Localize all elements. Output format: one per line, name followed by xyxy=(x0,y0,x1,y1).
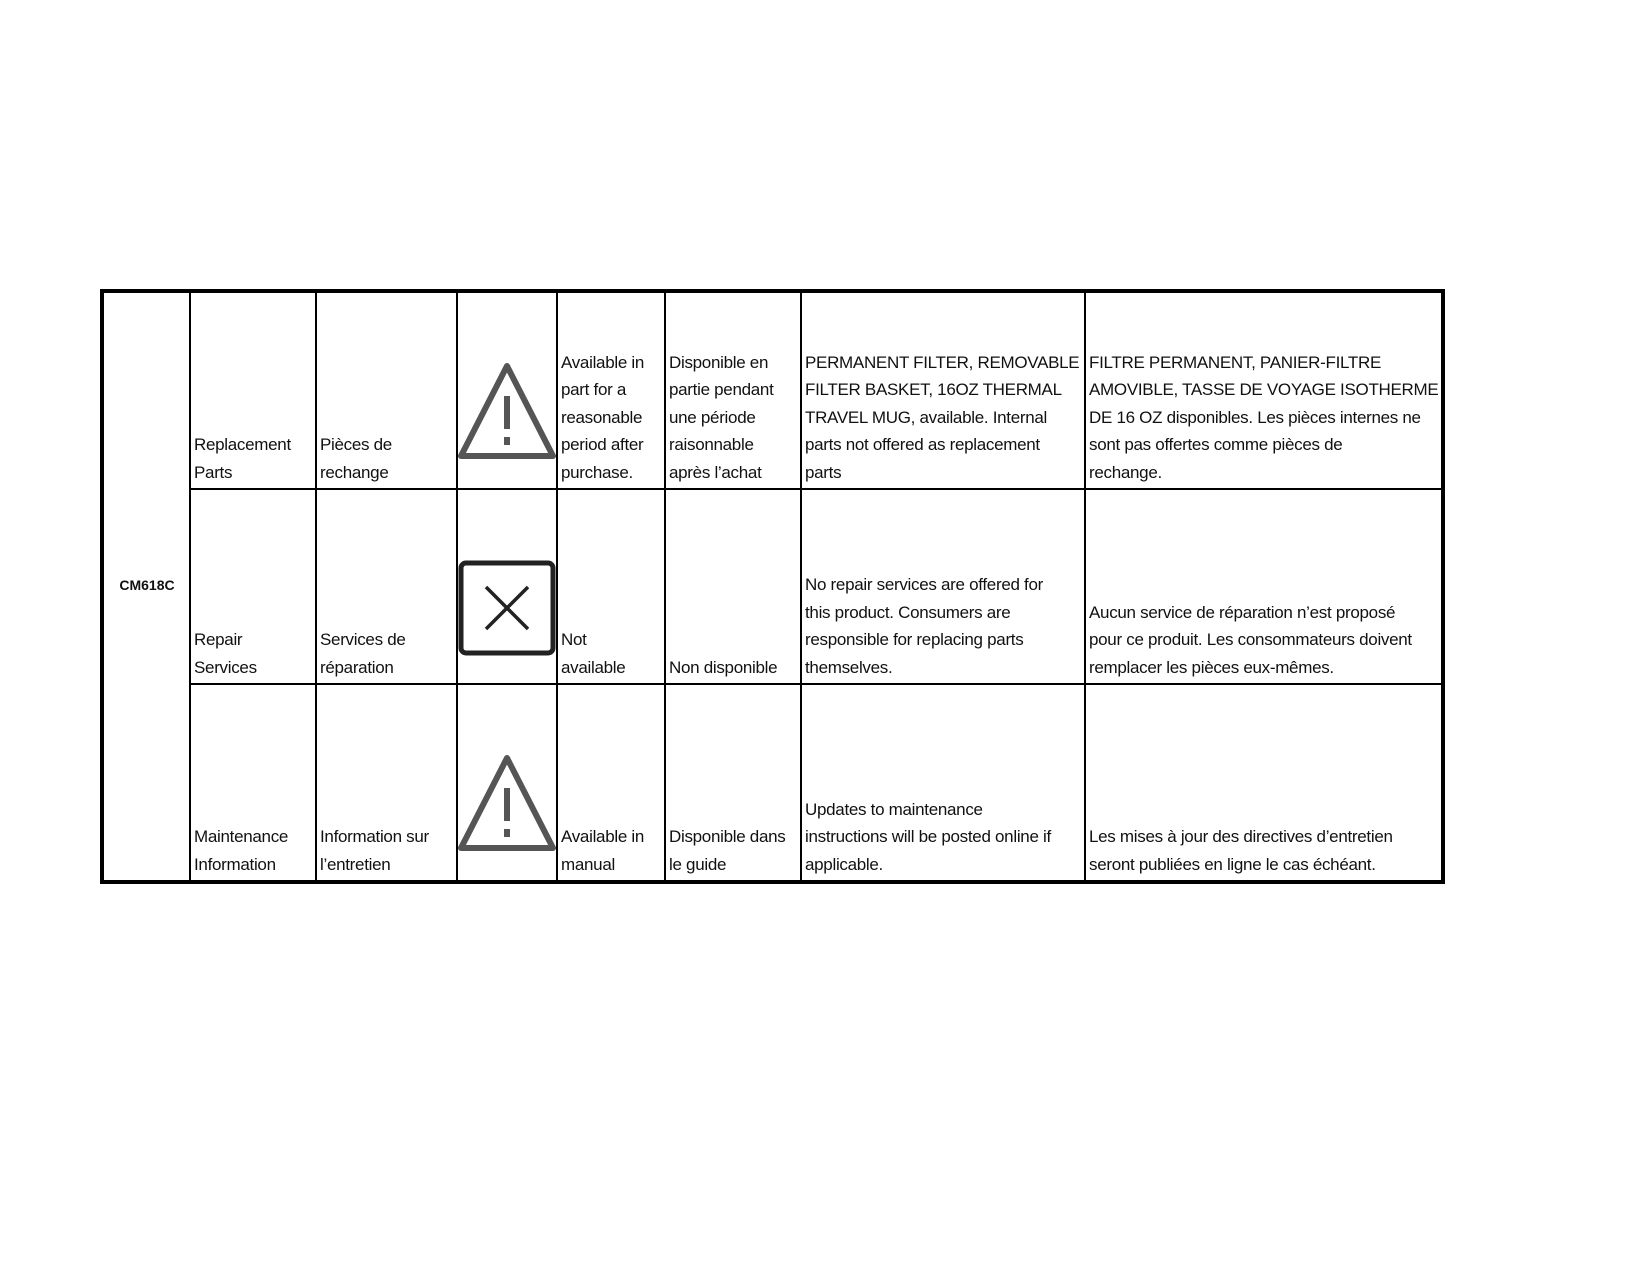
description-fr: Les mises à jour des directives d’entretien seront publiées en ligne le cas échéant. xyxy=(1085,684,1443,882)
description-fr: FILTRE PERMANENT, PANIER-FILTRE AMOVIBLE, TASSE DE VOYAGE ISOTHERME DE 16 OZ disponibles. Les pièces internes ne sont pas offertes comme pièces de rechange. xyxy=(1085,291,1443,489)
model-number: CM618C xyxy=(102,291,190,882)
status-fr: Non disponible xyxy=(665,489,801,684)
table-row-replacement-parts xyxy=(102,291,1443,489)
label-fr: Services de réparation xyxy=(316,489,457,684)
warning-triangle-icon xyxy=(458,753,556,853)
status-fr: Disponible en partie pendant une période raisonnable après l’achat xyxy=(665,291,801,489)
status-fr: Disponible dans le guide xyxy=(665,684,801,882)
label-fr: Information sur l’entretien xyxy=(316,684,457,882)
table-row-repair-services xyxy=(102,489,1443,684)
status-icon-cell xyxy=(457,489,557,684)
repairability-table xyxy=(100,289,1445,884)
x-box-icon xyxy=(458,560,556,656)
description-en: No repair services are offered for this product. Consumers are responsible for replacing parts themselves. xyxy=(801,489,1085,684)
warning-triangle-icon xyxy=(458,361,556,461)
status-en: Not available xyxy=(557,489,665,684)
description-en: PERMANENT FILTER, REMOVABLE FILTER BASKET, 16OZ THERMAL TRAVEL MUG, available. Internal parts not offered as replacement parts xyxy=(801,291,1085,489)
status-icon-cell xyxy=(457,291,557,489)
label-fr: Pièces de rechange xyxy=(316,291,457,489)
table-row-maintenance-information xyxy=(102,684,1443,882)
status-en: Available in part for a reasonable period after purchase. xyxy=(557,291,665,489)
status-icon-cell xyxy=(457,684,557,882)
label-en: Maintenance Information xyxy=(190,684,316,882)
description-fr: Aucun service de réparation n’est proposé pour ce produit. Les consommateurs doivent remplacer les pièces eux-mêmes. xyxy=(1085,489,1443,684)
label-en: Replacement Parts xyxy=(190,291,316,489)
status-en: Available in manual xyxy=(557,684,665,882)
label-en: Repair Services xyxy=(190,489,316,684)
description-en: Updates to maintenance instructions will be posted online if applicable. xyxy=(801,684,1085,882)
